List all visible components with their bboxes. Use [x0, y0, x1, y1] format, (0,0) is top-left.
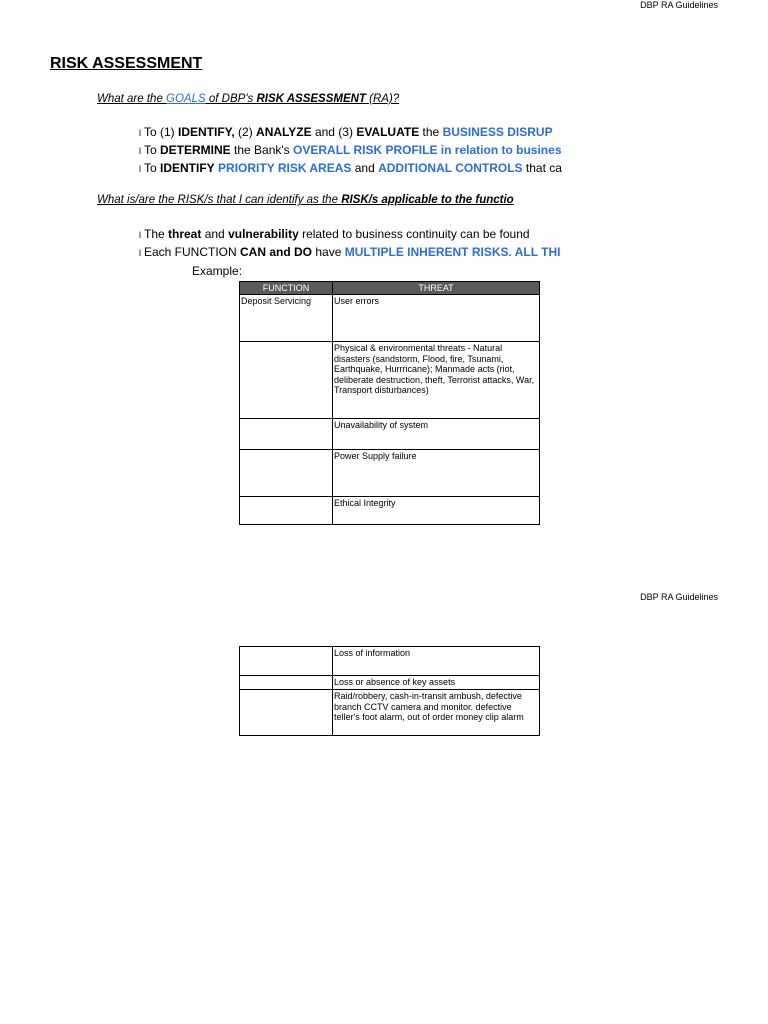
risk-line-text: and	[201, 227, 229, 241]
risk-line-text: have	[312, 245, 345, 259]
goals-question-text-1: What are the	[97, 93, 167, 105]
risk-line-highlight: ALL THI	[511, 245, 561, 259]
threat-cell: Loss of information	[333, 647, 540, 676]
goal-line-text: the	[419, 125, 443, 139]
bullet-icon: l	[139, 146, 141, 156]
goal-line-1	[139, 125, 553, 139]
goal-line-2	[139, 143, 562, 157]
goal-line-text: To (1)	[144, 125, 179, 139]
goal-line-emph: EVALUATE	[356, 125, 420, 139]
goal-line-text: and	[351, 161, 379, 175]
table-row	[240, 690, 540, 736]
goal-line-text: and (3)	[311, 125, 357, 139]
goal-line-text: that ca	[522, 161, 562, 175]
function-cell	[240, 676, 333, 690]
page-header: DBP RA Guidelines	[640, 0, 718, 10]
table-row	[240, 676, 540, 690]
goals-question-text-3: (RA)?	[365, 93, 400, 105]
goals-question-text-2: of DBP's	[205, 93, 257, 105]
threat-table	[239, 281, 540, 525]
goal-line-emph: ANALYZE	[256, 125, 312, 139]
table-row	[240, 497, 540, 525]
bullet-icon: l	[139, 230, 141, 240]
risk-line-text: Each FUNCTION	[144, 245, 241, 259]
page-header-2: DBP RA Guidelines	[640, 592, 718, 602]
risk-line-2	[139, 245, 561, 259]
bullet-icon: l	[139, 128, 141, 138]
threat-cell: Ethical Integrity	[333, 497, 540, 525]
risk-line-1	[139, 227, 539, 241]
function-cell	[240, 419, 333, 450]
risk-line-text: The	[144, 227, 169, 241]
goal-line-highlight: PRIORITY RISK AREAS	[218, 161, 352, 175]
goal-line-text: To	[144, 143, 161, 157]
column-header-function: FUNCTION	[240, 282, 333, 295]
table-row	[240, 419, 540, 450]
table-header-row	[240, 282, 540, 295]
threat-cell: Loss or absence of key assets	[333, 676, 540, 690]
goal-line-text: the Bank's	[230, 143, 294, 157]
risk-line-highlight: MULTIPLE INHERENT RISKS.	[344, 245, 512, 259]
goal-line-emph: IDENTIFY,	[178, 125, 235, 139]
goal-line-highlight: BUSINESS DISRUP	[442, 125, 553, 139]
function-cell	[240, 497, 333, 525]
function-cell: Deposit Servicing	[240, 295, 333, 342]
threat-cell: Raid/robbery, cash-in-transit ambush, defective branch CCTV camera and monitor. defective teller's foot alarm, out of order money clip alarm	[333, 690, 540, 736]
function-cell	[240, 342, 333, 419]
risk-question-text: What is/are the RISK/s that I can identify as the	[97, 194, 342, 206]
table-row	[240, 295, 540, 342]
column-header-threat: THREAT	[333, 282, 540, 295]
page-title: RISK ASSESSMENT	[50, 55, 203, 72]
goal-line-emph: DETERMINE	[160, 143, 231, 157]
risk-line-emph: threat	[168, 227, 202, 241]
threat-cell: Unavailability of system	[333, 419, 540, 450]
goal-line-text: To	[144, 161, 161, 175]
bullet-icon: l	[139, 164, 141, 174]
risk-question-emph: RISK/s applicable to the functio	[341, 194, 514, 206]
risk-question	[97, 194, 539, 206]
function-cell	[240, 690, 333, 736]
function-cell	[240, 450, 333, 497]
threat-cell: User errors	[333, 295, 540, 342]
goals-question	[97, 93, 399, 105]
risk-line-text: related to business continuity can be found	[298, 227, 530, 241]
risk-line-emph: vulnerability	[228, 227, 299, 241]
goal-line-highlight: ADDITIONAL CONTROLS	[378, 161, 523, 175]
example-label: Example:	[192, 264, 243, 278]
bullet-icon: l	[139, 248, 141, 258]
threat-table-continued	[239, 646, 540, 736]
goals-keyword: GOALS	[166, 93, 206, 105]
table-row	[240, 647, 540, 676]
goal-line-3	[139, 161, 562, 175]
goal-line-highlight: OVERALL RISK PROFILE in relation to busines	[293, 143, 562, 157]
goal-line-emph: IDENTIFY	[160, 161, 215, 175]
table-row	[240, 450, 540, 497]
threat-cell: Power Supply failure	[333, 450, 540, 497]
risk-line-emph: CAN and DO	[240, 245, 313, 259]
threat-cell: Physical & environmental threats - Natural disasters (sandstorm, Flood, fire, Tsunami, Earthquake, Hurrricane); Manmade acts (riot, deliberate destruction, theft, Terrorist attacks, War, Transport disturbances)	[333, 342, 540, 419]
goal-line-text: (2)	[234, 125, 257, 139]
ra-keyword: RISK ASSESSMENT	[256, 93, 366, 105]
table-row	[240, 342, 540, 419]
function-cell	[240, 647, 333, 676]
